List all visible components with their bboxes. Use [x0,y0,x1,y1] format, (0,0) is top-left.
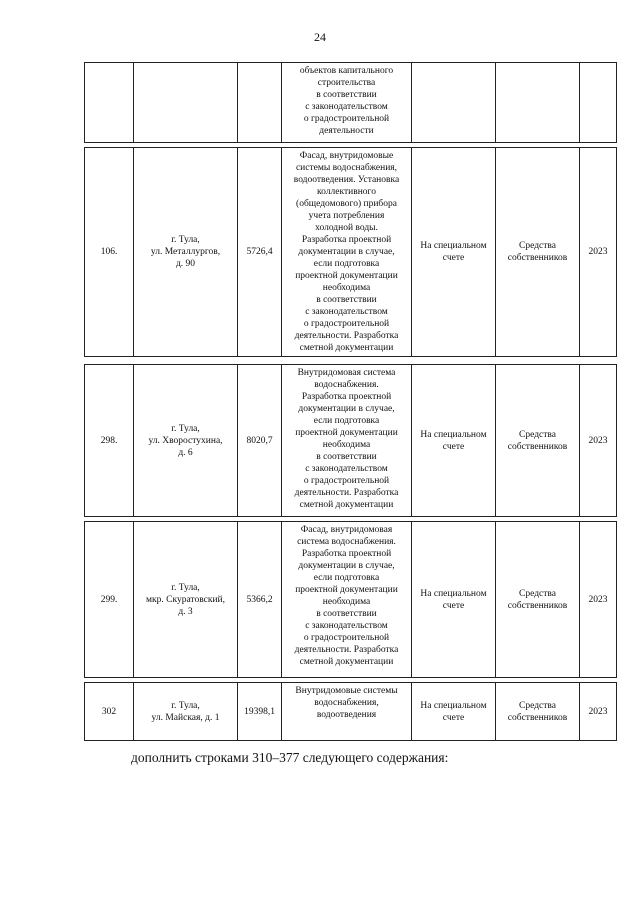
work-type-line: сметной документации [299,343,394,353]
work-type-line: документации в случае, [298,561,395,571]
work-type-line: водоотведения [316,710,377,720]
work-type-line: с законодательством [305,307,388,317]
work-type-line: строительства [317,78,376,88]
work-type-line: в соответствии [316,90,377,100]
row-number-cell: 298. [85,365,134,517]
address-cell [134,522,238,678]
work-type-cell [282,683,412,741]
address-line: г. Тула, [171,423,200,434]
address-line: мкр. Скуратовский, [146,594,225,605]
work-type-line: с законодательством [305,102,388,112]
work-type-line: сметной документации [299,500,394,510]
row-number-cell: 299. [85,522,134,678]
account-type-line: счете [442,441,465,452]
table-segment [84,682,617,741]
funding-source-line: Средства [519,241,556,251]
work-type-line: в соответствии [316,295,377,305]
work-type-line: холодной воды. [315,223,378,233]
table-row [85,365,617,517]
year-cell: 2023 [580,522,617,678]
work-type-line: объектов капитального [299,66,394,76]
work-type-line: Фасад, внутридомовая [300,525,393,535]
account-type-cell [412,683,496,741]
year-cell [580,63,617,143]
account-type-line: На специальном [420,429,487,440]
address-line: г. Тула, [171,235,200,245]
work-type-line: система водоснабжения. [297,537,396,547]
funding-source-line: собственников [507,253,568,263]
address-line: д. 3 [178,606,193,617]
area-cell: 5726,4 [238,148,282,357]
work-type-line: учета потребления [308,211,385,221]
work-type-line: водоснабжения, [314,698,379,708]
work-type-line: в соответствии [316,452,377,462]
funding-source-line: Средства [519,588,556,599]
work-type-line: необходима [322,440,371,450]
address-cell [134,63,238,143]
row-number-cell: 106. [85,148,134,357]
work-type-line: Разработка проектной [301,392,392,402]
funding-source-cell [496,683,580,741]
funding-source-cell [496,63,580,143]
works-table [84,147,617,357]
table-row [85,683,617,741]
work-type-line: документации в случае, [298,404,395,414]
work-type-line: деятельности. Разработка [294,331,399,341]
work-type-line: сметной документации [299,657,394,667]
funding-source-cell [496,148,580,357]
table-segment [84,364,617,517]
area-cell: 5366,2 [238,522,282,678]
funding-source-line: собственников [507,600,568,611]
table-row [85,522,617,678]
address-line: д. 6 [178,447,193,458]
address-line: г. Тула, [171,700,200,711]
work-type-line: водоотведения. Установка [293,175,400,185]
area-cell: 8020,7 [238,365,282,517]
table-segment [84,62,617,143]
works-table [84,521,617,678]
work-type-line: проектной документации [295,428,398,438]
work-type-line: (общедомового) прибора [296,199,397,209]
work-type-line: о градостроительной [303,114,390,124]
table-segment [84,521,617,678]
account-type-cell [412,63,496,143]
address-line: ул. Майская, д. 1 [151,712,220,723]
funding-source-cell [496,522,580,678]
account-type-line: счете [442,253,465,263]
amendment-text: дополнить строками 310–377 следующего содержания: [131,750,449,765]
page-number: 24 [314,30,326,44]
table-row [85,63,617,143]
year-cell: 2023 [580,148,617,357]
work-type-line: водоснабжения. [314,380,379,390]
address-cell [134,148,238,357]
work-type-line: деятельности. Разработка [294,645,399,655]
table-segment [84,147,617,357]
address-line: ул. Хворостухина, [148,435,223,446]
year-cell: 2023 [580,683,617,741]
work-type-line: если подготовка [313,416,380,426]
work-type-line: Разработка проектной [301,235,392,245]
table-row [85,148,617,357]
works-table [84,682,617,741]
address-cell [134,365,238,517]
work-type-line: системы водоснабжения, [295,163,398,173]
work-type-line: проектной документации [295,585,398,595]
work-type-line: Фасад, внутридомовые [299,151,394,161]
area-cell [238,63,282,143]
account-type-line: счете [442,712,465,723]
work-type-line: деятельности [319,126,374,136]
work-type-cell [282,148,412,357]
work-type-line: о градостроительной [303,633,390,643]
work-type-cell [282,365,412,517]
address-line: г. Тула, [171,582,200,593]
funding-source-line: Средства [519,700,556,711]
year-cell: 2023 [580,365,617,517]
work-type-line: в соответствии [316,609,377,619]
work-type-line: с законодательством [305,621,388,631]
work-type-line: если подготовка [313,259,380,269]
account-type-cell [412,522,496,678]
work-type-line: с законодательством [305,464,388,474]
work-type-cell [282,63,412,143]
work-type-line: документации в случае, [298,247,395,257]
address-line: ул. Металлургов, [150,247,221,257]
funding-source-line: собственников [507,712,568,723]
address-line: д. 90 [175,259,196,269]
work-type-line: необходима [322,597,371,607]
account-type-cell [412,148,496,357]
work-type-line: если подготовка [313,573,380,583]
work-type-line: деятельности. Разработка [294,488,399,498]
funding-source-line: собственников [507,441,568,452]
account-type-line: счете [442,600,465,611]
work-type-line: о градостроительной [303,476,390,486]
funding-source-line: Средства [519,429,556,440]
work-type-line: Внутридомовая система [297,368,396,378]
row-number-cell [85,63,134,143]
funding-source-cell [496,365,580,517]
work-type-line: необходима [322,283,371,293]
account-type-line: На специальном [420,700,487,711]
work-type-line: Внутридомовые системы [295,686,398,696]
work-type-cell [282,522,412,678]
account-type-cell [412,365,496,517]
row-number-cell: 302 [85,683,134,741]
account-type-line: На специальном [420,588,487,599]
work-type-line: проектной документации [295,271,398,281]
work-type-line: о градостроительной [303,319,390,329]
works-table [84,364,617,517]
account-type-line: На специальном [420,241,487,251]
area-cell: 19398,1 [238,683,282,741]
works-table [84,62,617,143]
work-type-line: коллективного [317,187,376,197]
work-type-line: Разработка проектной [301,549,392,559]
address-cell [134,683,238,741]
